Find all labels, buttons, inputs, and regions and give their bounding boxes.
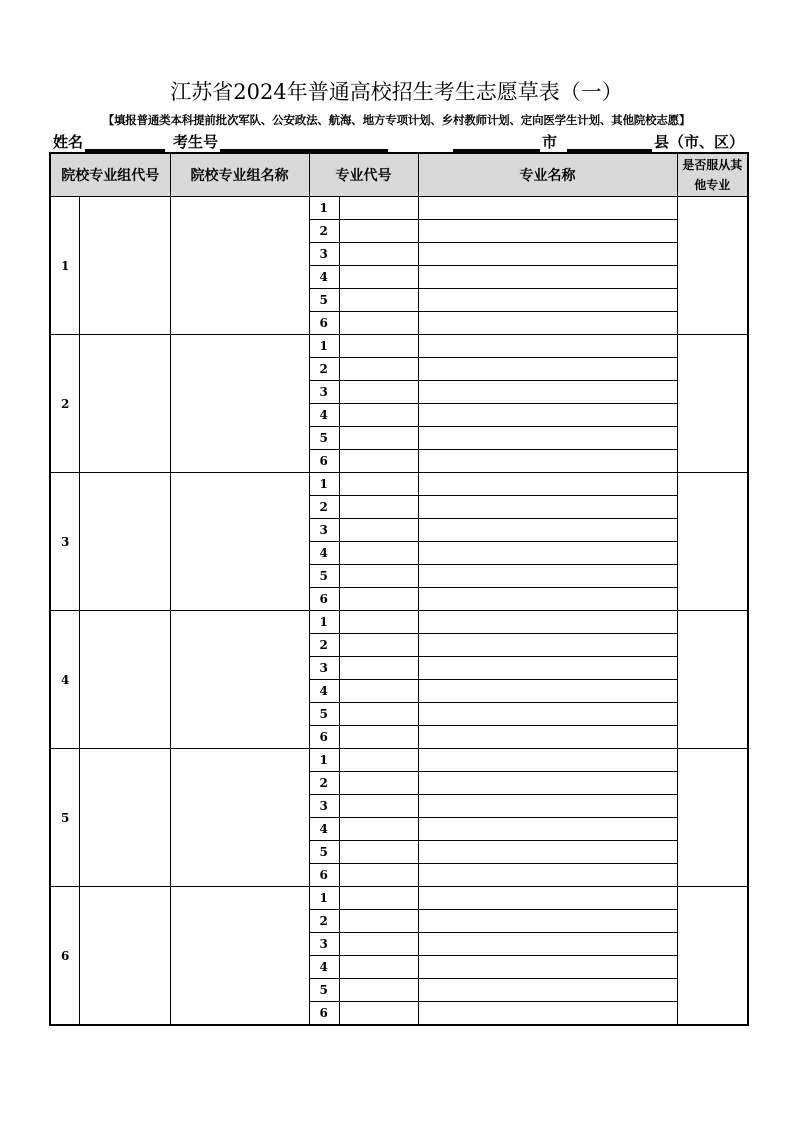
major-code-cell[interactable]: [339, 1002, 418, 1026]
major-name-cell[interactable]: [418, 542, 677, 565]
major-name-cell[interactable]: [418, 565, 677, 588]
major-name-cell[interactable]: [418, 220, 677, 243]
group-name-cell[interactable]: [170, 887, 309, 1026]
major-index: 5: [309, 979, 339, 1002]
major-name-cell[interactable]: [418, 772, 677, 795]
table-row: [50, 473, 748, 496]
page-title: 江苏省2024年普通高校招生考生志愿草表（一）: [170, 80, 623, 104]
major-name-cell[interactable]: [418, 496, 677, 519]
major-index: 6: [309, 588, 339, 611]
major-name-cell[interactable]: [418, 197, 677, 220]
major-code-cell[interactable]: [339, 519, 418, 542]
major-code-cell[interactable]: [339, 450, 418, 473]
header-obey: 是否服从其他专业: [677, 153, 748, 197]
major-code-cell[interactable]: [339, 634, 418, 657]
group-name-cell[interactable]: [170, 335, 309, 473]
major-name-cell[interactable]: [418, 335, 677, 358]
major-index: 1: [309, 473, 339, 496]
major-index: 4: [309, 680, 339, 703]
major-code-cell[interactable]: [339, 358, 418, 381]
obey-cell[interactable]: [677, 749, 748, 887]
city-label: 市: [542, 133, 558, 151]
group-name-cell[interactable]: [170, 611, 309, 749]
table-row: [50, 749, 748, 772]
major-index: 1: [309, 749, 339, 772]
major-name-cell[interactable]: [418, 726, 677, 749]
major-code-cell[interactable]: [339, 887, 418, 910]
major-name-cell[interactable]: [418, 358, 677, 381]
major-index: 1: [309, 887, 339, 910]
major-index: 5: [309, 703, 339, 726]
exam-no-label: 考生号: [173, 133, 219, 151]
group-name-cell[interactable]: [170, 473, 309, 611]
major-name-cell[interactable]: [418, 266, 677, 289]
major-index: 4: [309, 818, 339, 841]
table-row: [50, 887, 748, 910]
group-name-cell[interactable]: [170, 749, 309, 887]
header-group-code: 院校专业组代号: [50, 153, 170, 197]
group-number: 6: [50, 887, 79, 1026]
major-index: 4: [309, 956, 339, 979]
major-name-cell[interactable]: [418, 910, 677, 933]
group-code-cell[interactable]: [79, 887, 170, 1026]
table-row: [50, 611, 748, 634]
major-code-cell[interactable]: [339, 565, 418, 588]
major-code-cell[interactable]: [339, 473, 418, 496]
major-name-cell[interactable]: [418, 611, 677, 634]
major-index: 3: [309, 795, 339, 818]
major-index: 3: [309, 657, 339, 680]
major-index: 6: [309, 726, 339, 749]
major-name-cell[interactable]: [418, 979, 677, 1002]
student-info-line: [49, 131, 746, 153]
obey-cell[interactable]: [677, 887, 748, 1026]
major-code-cell[interactable]: [339, 611, 418, 634]
major-code-cell[interactable]: [339, 496, 418, 519]
major-code-cell[interactable]: [339, 243, 418, 266]
instruction-note: 【填报普通类本科提前批次军队、公安政法、航海、地方专项计划、乡村教师计划、定向医学生计划、其他院校志愿】: [102, 113, 691, 127]
major-code-cell[interactable]: [339, 933, 418, 956]
header-major-code: 专业代号: [309, 153, 418, 197]
table-header: [50, 153, 748, 197]
major-index: 1: [309, 611, 339, 634]
major-name-cell[interactable]: [418, 841, 677, 864]
major-index: 3: [309, 381, 339, 404]
group-name-cell[interactable]: [170, 197, 309, 335]
major-name-cell[interactable]: [418, 703, 677, 726]
major-code-cell[interactable]: [339, 335, 418, 358]
major-name-cell[interactable]: [418, 680, 677, 703]
major-code-cell[interactable]: [339, 542, 418, 565]
major-code-cell[interactable]: [339, 795, 418, 818]
major-name-cell[interactable]: [418, 289, 677, 312]
major-code-cell[interactable]: [339, 841, 418, 864]
major-code-cell[interactable]: [339, 703, 418, 726]
major-name-cell[interactable]: [418, 887, 677, 910]
major-index: 3: [309, 933, 339, 956]
obey-cell[interactable]: [677, 197, 748, 335]
major-code-cell[interactable]: [339, 864, 418, 887]
group-number: 2: [50, 335, 79, 473]
group-number: 4: [50, 611, 79, 749]
major-index: 4: [309, 266, 339, 289]
major-code-cell[interactable]: [339, 818, 418, 841]
major-name-cell[interactable]: [418, 1002, 677, 1026]
major-index: 6: [309, 1002, 339, 1026]
major-code-cell[interactable]: [339, 289, 418, 312]
major-name-cell[interactable]: [418, 933, 677, 956]
major-index: 5: [309, 565, 339, 588]
table-row: [50, 335, 748, 358]
major-name-cell[interactable]: [418, 312, 677, 335]
group-number: 3: [50, 473, 79, 611]
major-index: 1: [309, 197, 339, 220]
obey-cell[interactable]: [677, 611, 748, 749]
major-name-cell[interactable]: [418, 450, 677, 473]
major-code-cell[interactable]: [339, 266, 418, 289]
major-name-cell[interactable]: [418, 634, 677, 657]
major-index: 4: [309, 404, 339, 427]
major-index: 6: [309, 450, 339, 473]
major-index: 3: [309, 519, 339, 542]
group-number: 1: [50, 197, 79, 335]
major-name-cell[interactable]: [418, 381, 677, 404]
major-code-cell[interactable]: [339, 427, 418, 450]
group-code-cell[interactable]: [79, 611, 170, 749]
major-code-cell[interactable]: [339, 680, 418, 703]
major-name-cell[interactable]: [418, 243, 677, 266]
major-index: 2: [309, 772, 339, 795]
group-code-cell[interactable]: [79, 197, 170, 335]
major-index: 5: [309, 841, 339, 864]
county-label: 县（市、区）: [654, 133, 745, 151]
major-code-cell[interactable]: [339, 312, 418, 335]
major-code-cell[interactable]: [339, 220, 418, 243]
major-index: 2: [309, 496, 339, 519]
major-code-cell[interactable]: [339, 772, 418, 795]
major-code-cell[interactable]: [339, 588, 418, 611]
application-table: [49, 152, 749, 1026]
major-name-cell[interactable]: [418, 404, 677, 427]
obey-cell[interactable]: [677, 473, 748, 611]
major-code-cell[interactable]: [339, 657, 418, 680]
obey-cell[interactable]: [677, 335, 748, 473]
major-code-cell[interactable]: [339, 956, 418, 979]
major-code-cell[interactable]: [339, 749, 418, 772]
major-index: 3: [309, 243, 339, 266]
major-name-cell[interactable]: [418, 749, 677, 772]
major-index: 2: [309, 634, 339, 657]
header-major-name: 专业名称: [418, 153, 677, 197]
major-code-cell[interactable]: [339, 726, 418, 749]
major-index: 2: [309, 220, 339, 243]
major-code-cell[interactable]: [339, 979, 418, 1002]
table-row: [50, 197, 748, 220]
major-code-cell[interactable]: [339, 381, 418, 404]
major-code-cell[interactable]: [339, 404, 418, 427]
major-name-cell[interactable]: [418, 818, 677, 841]
major-index: 2: [309, 910, 339, 933]
header-group-name: 院校专业组名称: [170, 153, 309, 197]
major-name-cell[interactable]: [418, 427, 677, 450]
major-index: 6: [309, 312, 339, 335]
name-label: 姓名: [53, 133, 84, 151]
major-index: 1: [309, 335, 339, 358]
major-name-cell[interactable]: [418, 473, 677, 496]
major-name-cell[interactable]: [418, 588, 677, 611]
major-name-cell[interactable]: [418, 795, 677, 818]
major-code-cell[interactable]: [339, 910, 418, 933]
major-name-cell[interactable]: [418, 864, 677, 887]
group-code-cell[interactable]: [79, 473, 170, 611]
major-index: 4: [309, 542, 339, 565]
major-index: 5: [309, 427, 339, 450]
group-code-cell[interactable]: [79, 335, 170, 473]
group-number: 5: [50, 749, 79, 887]
major-name-cell[interactable]: [418, 657, 677, 680]
major-name-cell[interactable]: [418, 956, 677, 979]
major-index: 6: [309, 864, 339, 887]
major-index: 5: [309, 289, 339, 312]
group-code-cell[interactable]: [79, 749, 170, 887]
major-code-cell[interactable]: [339, 197, 418, 220]
major-name-cell[interactable]: [418, 519, 677, 542]
major-index: 2: [309, 358, 339, 381]
